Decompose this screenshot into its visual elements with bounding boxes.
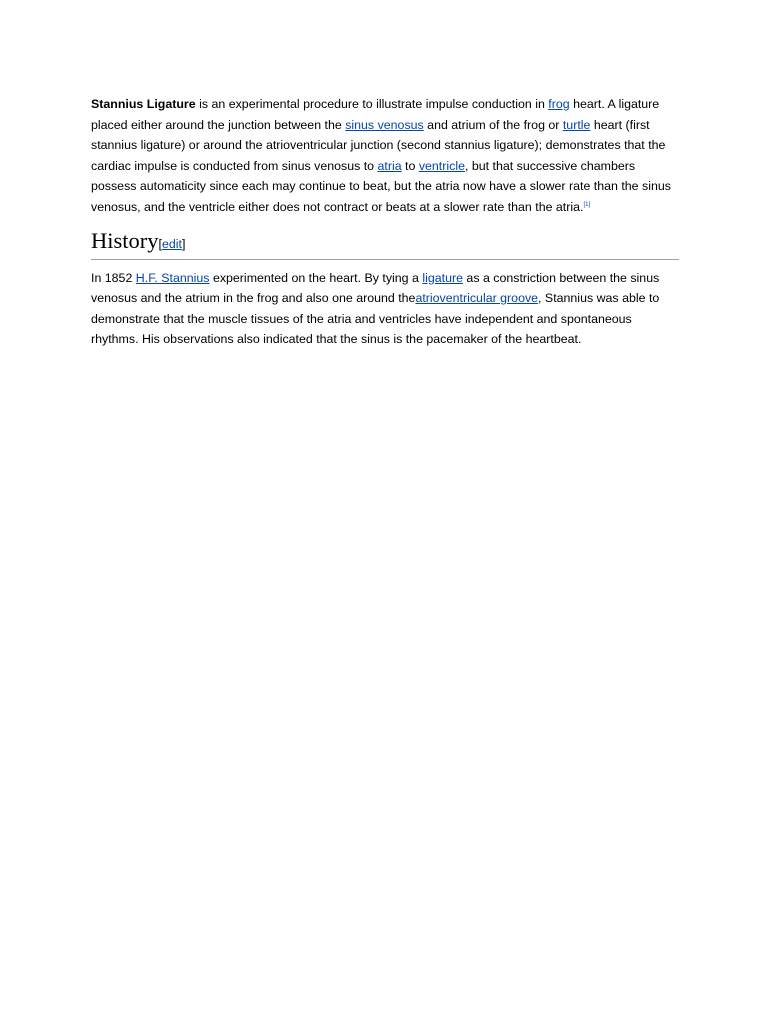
edit-section	[159, 237, 186, 251]
link-frog[interactable]: frog	[548, 97, 570, 111]
intro-paragraph	[91, 94, 679, 218]
article-body	[91, 94, 679, 350]
section-title: History	[91, 227, 159, 253]
intro-text: is an experimental procedure to illustrate impulse conduction in	[195, 97, 549, 111]
link-ligature[interactable]: ligature	[422, 270, 463, 285]
link-atrioventricular-groove[interactable]: atrioventricular groove	[415, 291, 539, 306]
section-heading-history	[91, 226, 679, 260]
history-paragraph	[91, 268, 679, 350]
link-sinus-venosus[interactable]: sinus venosus	[345, 117, 424, 132]
intro-text: heart. A ligature placed either around the junction between the	[91, 97, 660, 132]
article-term: Stannius Ligature	[91, 97, 196, 111]
link-hf-stannius[interactable]: H.F. Stannius	[135, 270, 210, 285]
edit-link[interactable]: edit	[161, 236, 182, 251]
intro-text: , but that successive chambers possess automaticity since each may continue to beat, but the atria now have a slower rate than the sinus venosus, and the ventricle either does not contract or beats at a slower rate than the atria.	[91, 158, 671, 214]
edit-bracket: ]	[181, 236, 186, 251]
link-ventricle[interactable]: ventricle	[418, 158, 465, 173]
history-text: as a constriction between the sinus venosus and the atrium in the frog and also one around the	[91, 270, 660, 306]
history-text: , Stannius was able to demonstrate that the muscle tissues of the atria and ventricles have independent and spontaneous rhythms. His observations also indicated that the sinus is the pacemaker of the heartbeat.	[91, 291, 660, 347]
intro-text: and atrium of the frog or	[423, 117, 563, 132]
intro-text: to	[401, 158, 419, 173]
intro-text: heart (first stannius ligature) or around the atrioventricular junction (second stannius ligature); demonstrates that the cardiac impulse is conducted from sinus venosus to	[91, 117, 666, 173]
edit-bracket: [	[158, 236, 162, 251]
link-atria[interactable]: atria	[377, 158, 402, 173]
history-text: In 1852	[91, 270, 136, 285]
history-text: experimented on the heart. By tying a	[209, 270, 423, 285]
link-turtle[interactable]: turtle	[562, 117, 591, 132]
reference-link[interactable]: [1]	[583, 201, 591, 208]
